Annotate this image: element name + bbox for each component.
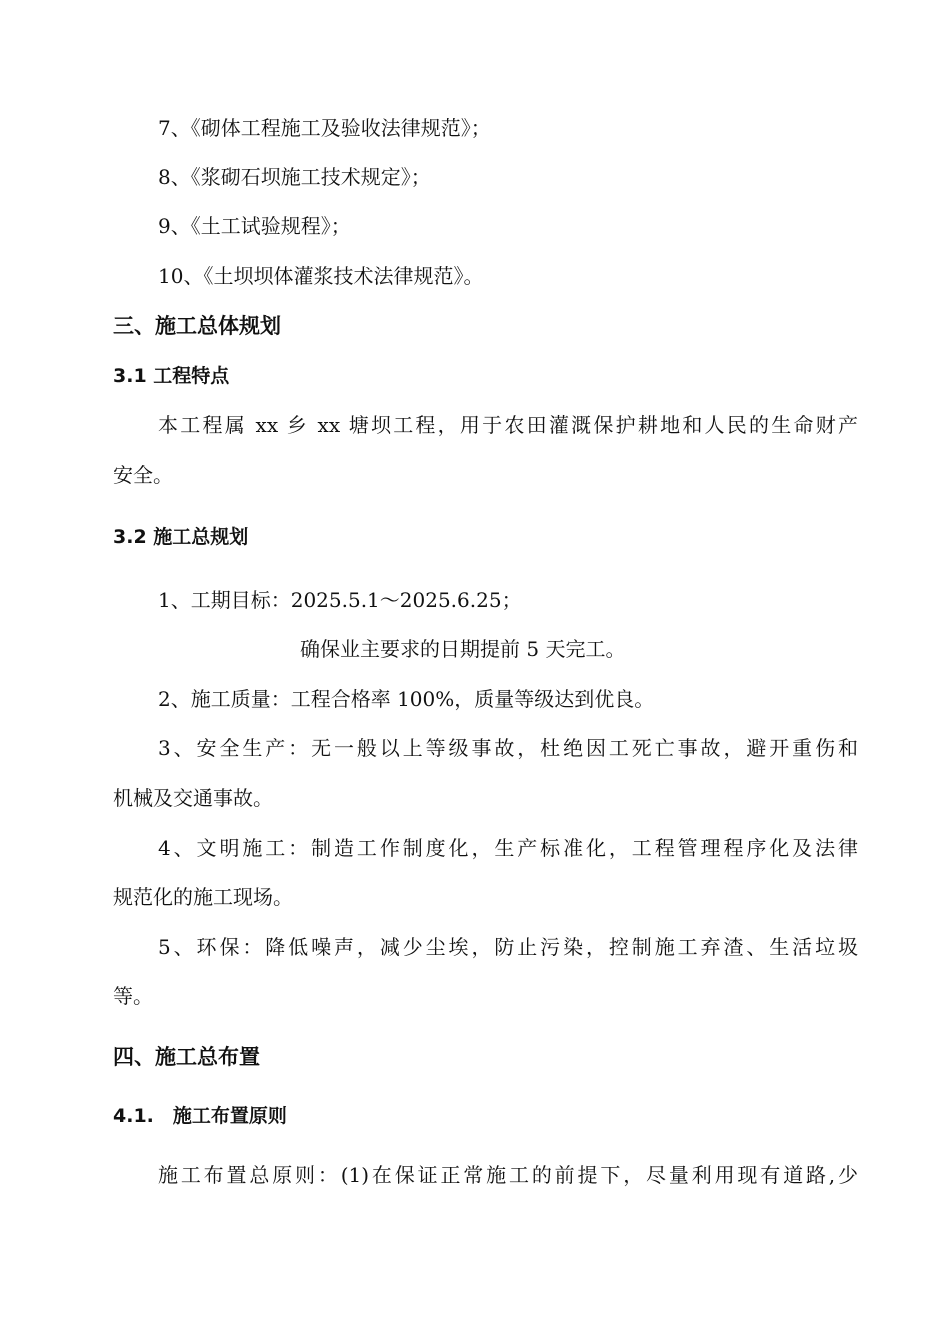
section-4-1-heading: 4.1. 施工布置原则	[113, 1105, 287, 1127]
plan-item-4-civilized-line-2: 规范化的施工现场。	[113, 885, 293, 909]
section-3-1-paragraph-line-1: 本工程属 xx 乡 xx 塘坝工程，用于农田灌溉保护耕地和人民的生命财产	[158, 413, 858, 437]
section-3-2-heading: 3.2 施工总规划	[113, 526, 249, 548]
section-4-heading: 四、施工总布置	[113, 1045, 260, 1069]
section-3-heading: 三、施工总体规划	[113, 314, 281, 338]
plan-item-5-environment-line-2: 等。	[113, 984, 153, 1008]
plan-item-2-quality: 2、施工质量：工程合格率 100%，质量等级达到优良。	[158, 687, 655, 711]
section-3-1-heading: 3.1 工程特点	[113, 365, 230, 387]
reference-item-7: 7、《砌体工程施工及验收法律规范》；	[158, 116, 491, 140]
reference-item-8: 8、《浆砌石坝施工技术规定》；	[158, 165, 431, 189]
plan-item-1-schedule: 1、工期目标：2025.5.1～2025.6.25；	[158, 588, 522, 612]
section-3-1-paragraph-line-2: 安全。	[113, 463, 173, 487]
reference-item-9: 9、《土工试验规程》；	[158, 214, 351, 238]
plan-item-3-safety-line-1: 3、安全生产：无一般以上等级事故，杜绝因工死亡事故，避开重伤和	[158, 736, 858, 760]
plan-item-5-environment-line-1: 5、环保：降低噪声，减少尘埃，防止污染，控制施工弃渣、生活垃圾	[158, 935, 858, 959]
plan-item-1-note: 确保业主要求的日期提前 5 天完工。	[300, 637, 626, 661]
reference-item-10: 10、《土坝坝体灌浆技术法律规范》。	[158, 264, 484, 288]
plan-item-4-civilized-line-1: 4、文明施工：制造工作制度化，生产标准化，工程管理程序化及法律	[158, 836, 858, 860]
section-4-1-paragraph-line-1: 施工布置总原则：(1)在保证正常施工的前提下，尽量利用现有道路,少	[158, 1163, 858, 1187]
plan-item-3-safety-line-2: 机械及交通事故。	[113, 786, 273, 810]
